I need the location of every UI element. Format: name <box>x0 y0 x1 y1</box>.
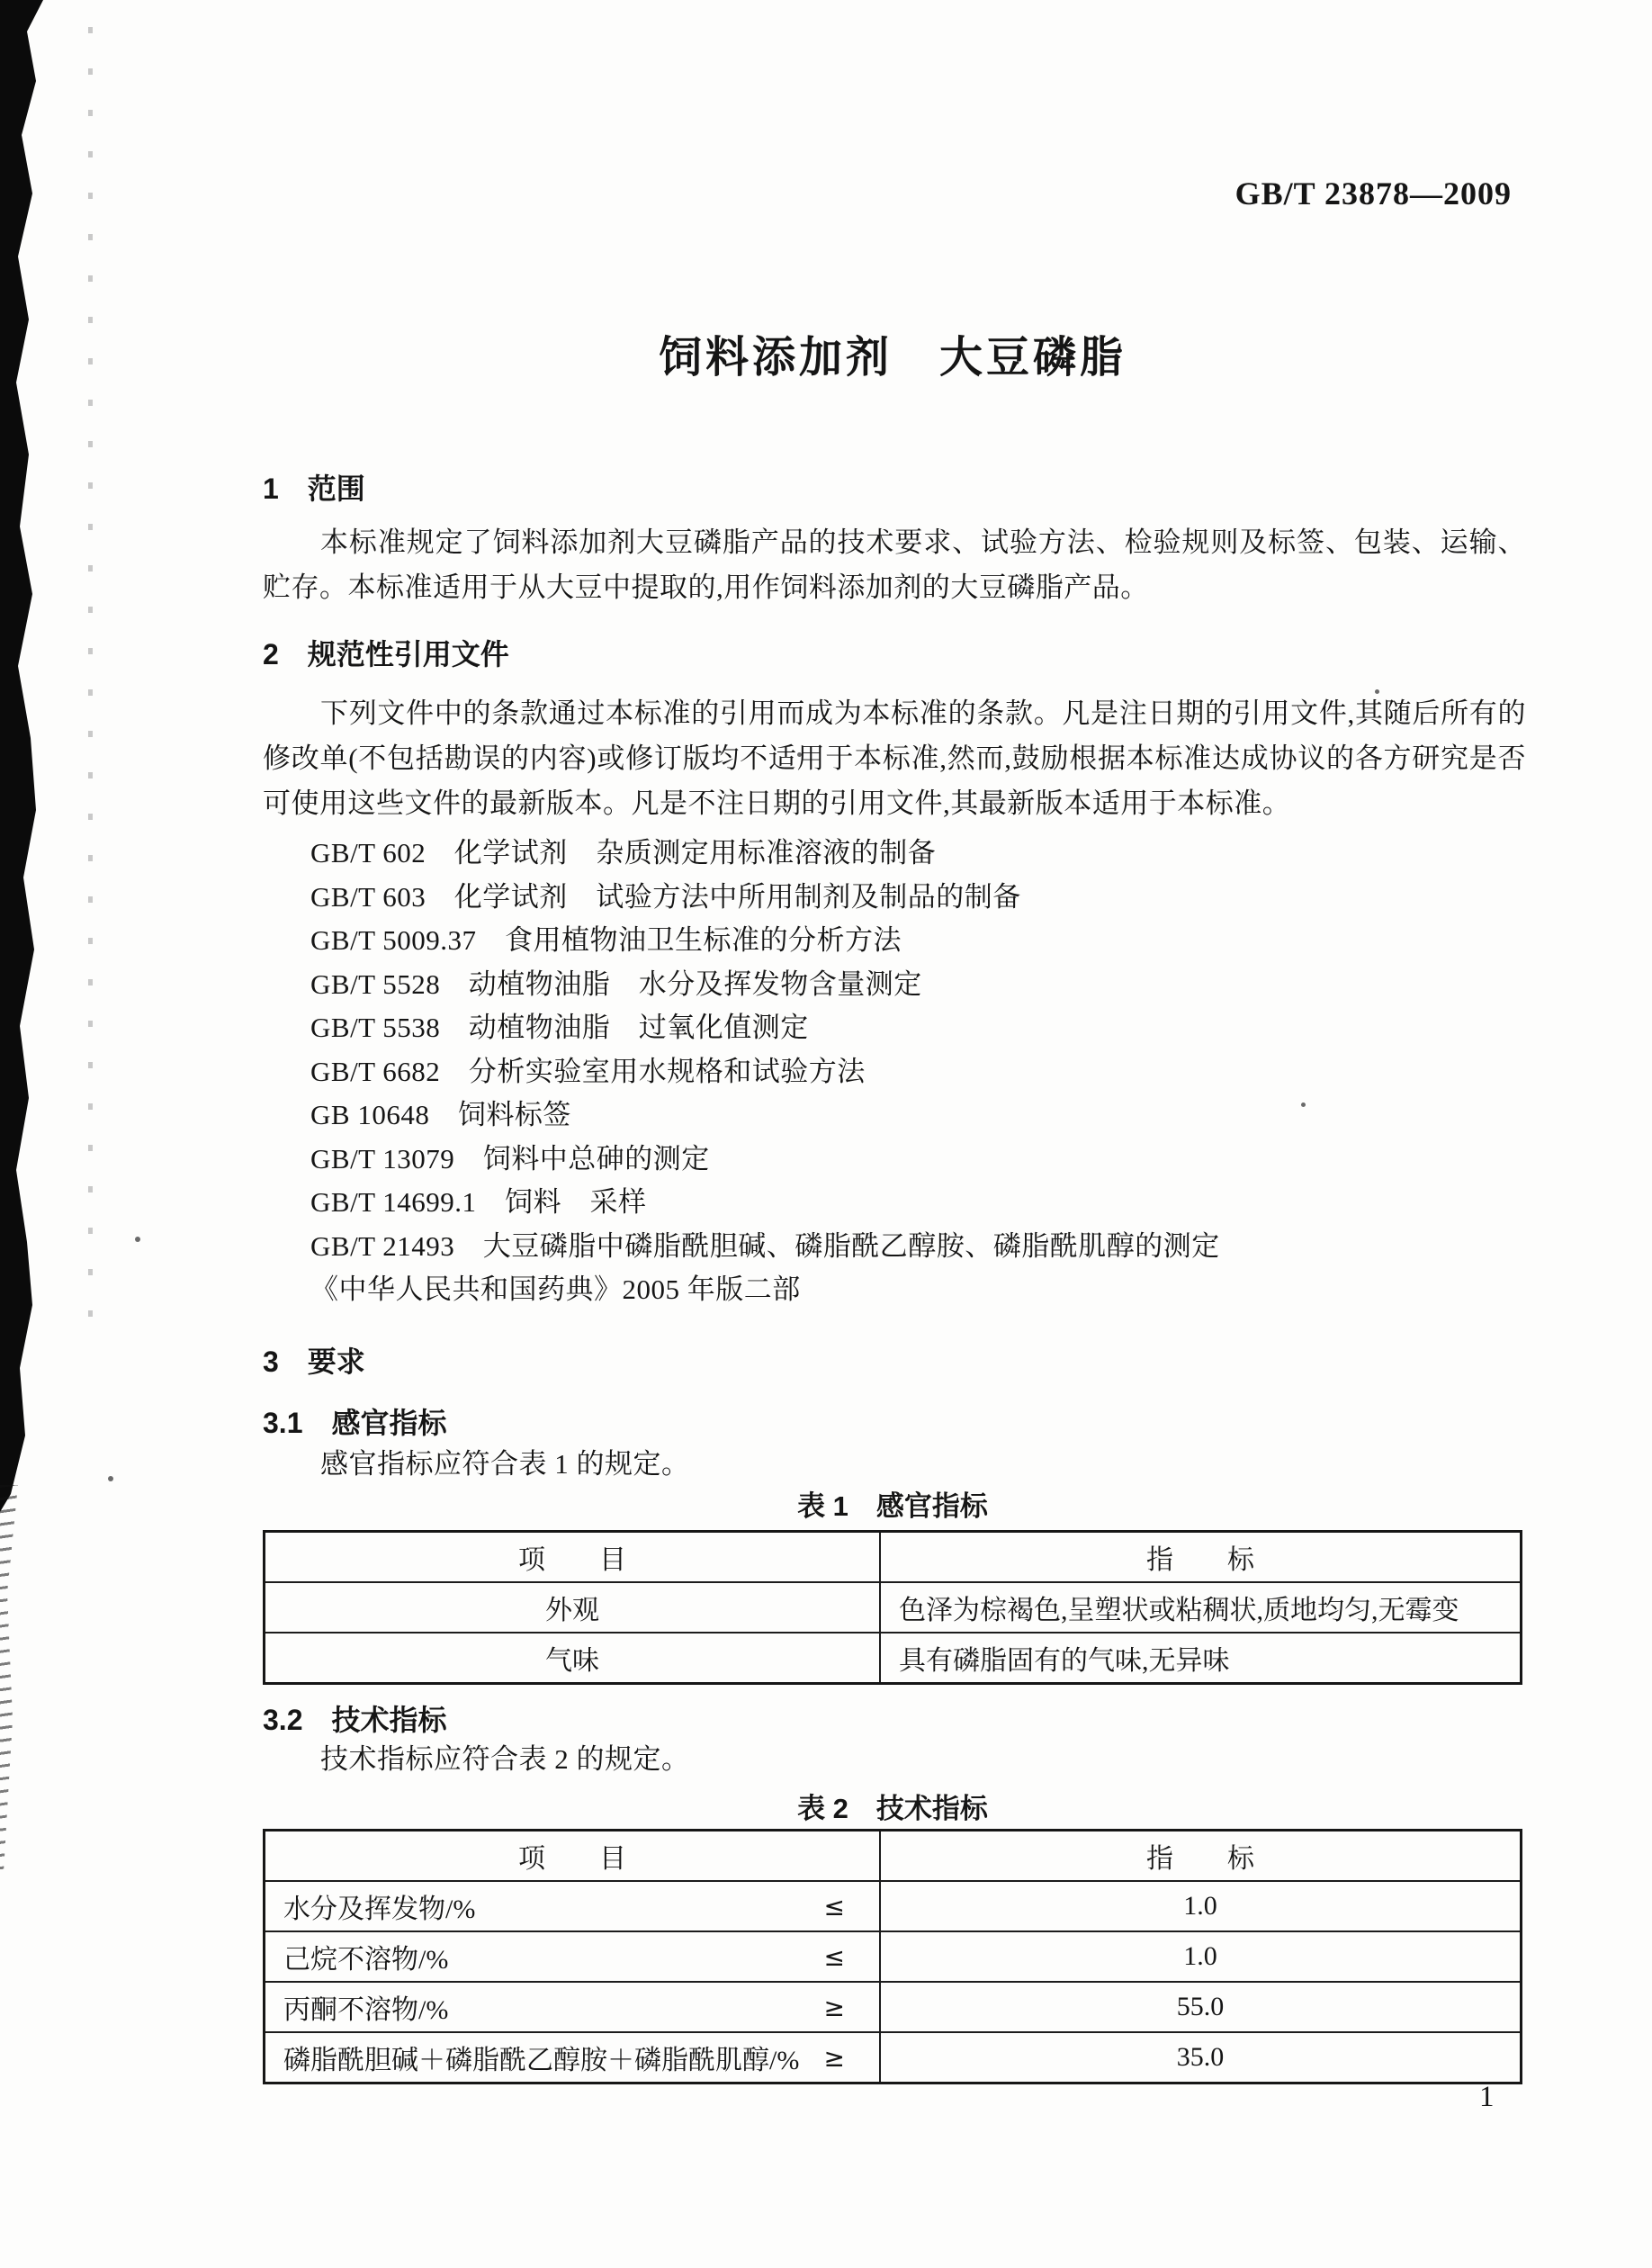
table-row <box>265 1582 1522 1633</box>
table-2-value: 1.0 <box>880 1931 1521 1982</box>
page-number: 1 <box>1479 2081 1495 2113</box>
section-3-2-body: 技术指标应符合表 2 的规定。 <box>320 1743 690 1775</box>
table-row <box>265 1982 1522 2032</box>
reference-list <box>310 832 1525 1312</box>
table-2-caption: 表 2 技术指标 <box>797 1793 988 1824</box>
table-2-value: 35.0 <box>880 2032 1521 2084</box>
reference-item: GB/T 21493 大豆磷脂中磷脂酰胆碱、磷脂酰乙醇胺、磷脂酰肌醇的测定 <box>310 1229 1220 1262</box>
reference-item: GB/T 5528 动植物油脂 水分及挥发物含量测定 <box>310 968 922 1000</box>
table-1-value: 色泽为棕褐色,呈塑状或粘稠状,质地均匀,无霉变 <box>880 1582 1521 1633</box>
reference-item: GB/T 603 化学试剂 试验方法中所用制剂及制品的制备 <box>310 880 1021 913</box>
table-row <box>265 1633 1522 1684</box>
table-row <box>265 2032 1522 2084</box>
reference-item: GB/T 14699.1 饲料 采样 <box>310 1186 647 1218</box>
document-title: 饲料添加剂 大豆磷脂 <box>658 334 1127 382</box>
reference-item: GB 10648 饲料标签 <box>310 1099 571 1130</box>
standard-code: GB/T 23878—2009 <box>1235 176 1512 212</box>
less-equal-symbol: ≤ <box>823 1891 846 1922</box>
table-1 <box>263 1530 1522 1685</box>
section-1-body: 本标准规定了饲料添加剂大豆磷脂产品的技术要求、试验方法、检验规则及标签、包装、运输、贮存。本标准适用于从大豆中提取的,用作饲料添加剂的大豆磷脂产品。 <box>263 526 1526 603</box>
section-3-1-body: 感官指标应符合表 1 的规定。 <box>320 1448 690 1480</box>
table-2-header-index: 指 标 <box>880 1831 1521 1882</box>
reference-item: 《中华人民共和国药典》2005 年版二部 <box>310 1274 801 1305</box>
table-1-header-row <box>265 1532 1522 1583</box>
section-2-heading: 2 规范性引用文件 <box>263 638 509 670</box>
bleed-through-marks <box>88 27 93 1332</box>
table-2-header-item: 项 目 <box>265 1831 881 1882</box>
greater-equal-symbol: ≥ <box>823 2042 846 2073</box>
table-2-item: 水分及挥发物/% <box>283 1894 476 1924</box>
reference-item: GB/T 5009.37 食用植物油卫生标准的分析方法 <box>310 924 902 956</box>
scan-binding-edge-artifact <box>0 0 47 1512</box>
table-1-header-item: 项 目 <box>265 1532 881 1583</box>
scan-binding-edge-artifact-lower <box>0 1485 23 1872</box>
table-2-item: 丙酮不溶物/% <box>283 1995 449 2025</box>
section-3-heading: 3 要求 <box>263 1346 365 1378</box>
section-3-2-heading: 3.2 技术指标 <box>263 1704 447 1736</box>
table-2-value: 55.0 <box>880 1982 1521 2032</box>
table-1-header-index: 指 标 <box>880 1532 1521 1583</box>
table-2-header-row <box>265 1831 1522 1882</box>
table-1-item: 外观 <box>265 1582 881 1633</box>
table-1-item: 气味 <box>265 1633 881 1684</box>
section-3-1-heading: 3.1 感官指标 <box>263 1407 447 1439</box>
scan-speck <box>135 1237 140 1242</box>
table-2-value: 1.0 <box>880 1881 1521 1931</box>
section-2-body: 下列文件中的条款通过本标准的引用而成为本标准的条款。凡是注日期的引用文件,其随后所有的修改单(不包括勘误的内容)或修订版均不适用于本标准,然而,鼓励根据本标准达成协议的各方研究是否可使用这些文件的最新版本。凡是不注日期的引用文件,其最新版本适用于本标准。 <box>263 698 1526 819</box>
table-row <box>265 1931 1522 1982</box>
table-2-item: 己烷不溶物/% <box>283 1945 449 1975</box>
reference-item: GB/T 6682 分析实验室用水规格和试验方法 <box>310 1055 866 1087</box>
table-1-caption: 表 1 感官指标 <box>797 1490 988 1522</box>
table-1-value: 具有磷脂固有的气味,无异味 <box>880 1633 1521 1684</box>
table-2-item: 磷脂酰胆碱＋磷脂酰乙醇胺＋磷脂酰肌醇/% <box>283 2046 800 2075</box>
less-equal-symbol: ≤ <box>823 1941 846 1972</box>
reference-item: GB/T 5538 动植物油脂 过氧化值测定 <box>310 1012 809 1043</box>
scan-speck <box>108 1476 113 1481</box>
table-2 <box>263 1829 1522 2084</box>
section-1-heading: 1 范围 <box>263 472 365 505</box>
reference-item: GB/T 13079 饲料中总砷的测定 <box>310 1142 710 1174</box>
reference-item: GB/T 602 化学试剂 杂质测定用标准溶液的制备 <box>310 837 937 868</box>
table-row <box>265 1881 1522 1931</box>
greater-equal-symbol: ≥ <box>823 1992 846 2022</box>
